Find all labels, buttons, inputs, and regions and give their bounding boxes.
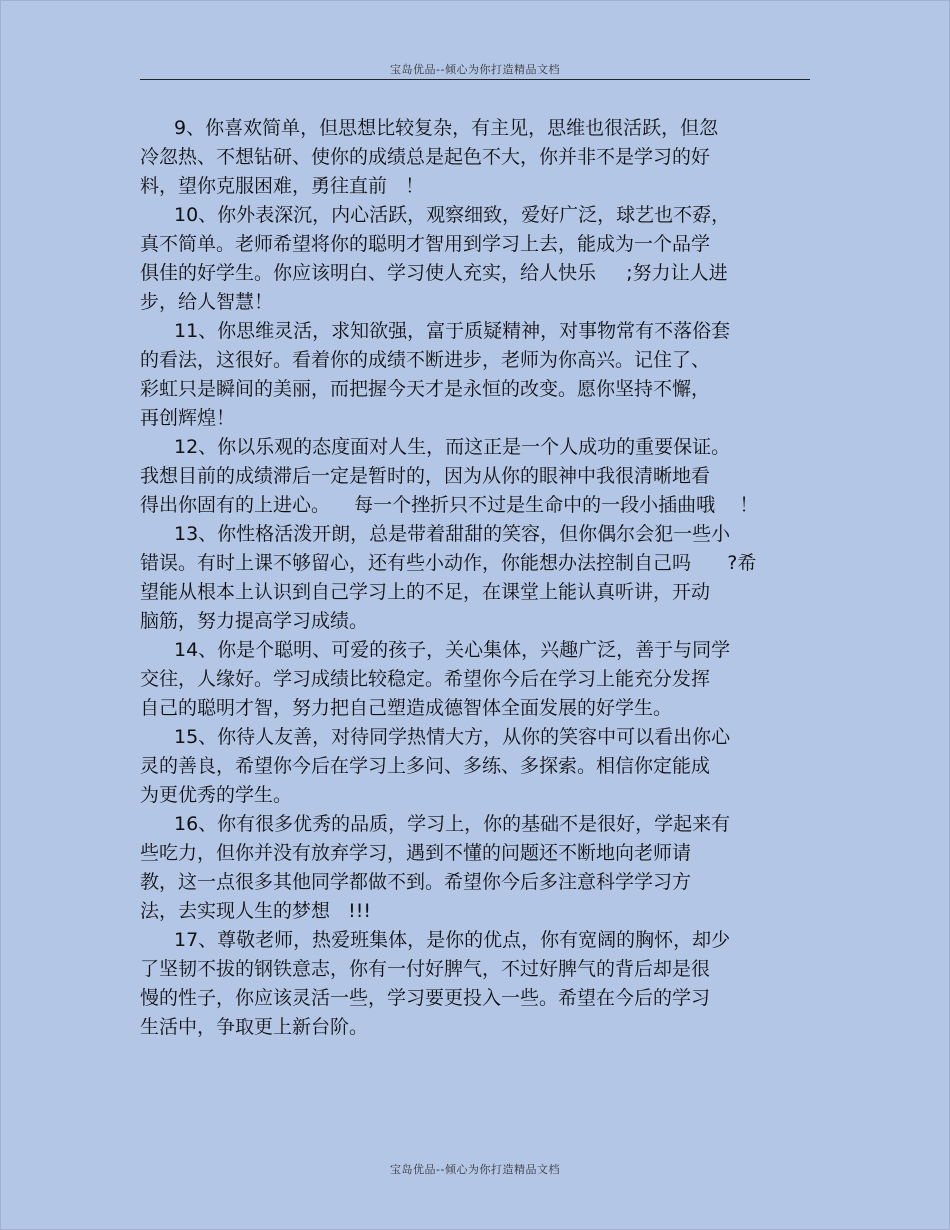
paragraph-line: 为更优秀的学生。	[140, 784, 293, 806]
paragraph-line: 灵的善良，希望你今后在学习上多问、多练、多探索。相信你定能成	[140, 755, 711, 777]
paragraph-line: 11、你思维灵活，求知欲强，富于质疑精神，对事物常有不落俗套	[174, 320, 731, 342]
paragraph-line: 再创辉煌！	[140, 407, 236, 429]
paragraph-line: 13、你性格活泼开朗，总是带着甜甜的笑容，但你偶尔会犯一些小	[174, 523, 731, 545]
paragraph-line: 10、你外表深沉，内心活跃，观察细致，爱好广泛，球艺也不孬，	[174, 204, 731, 226]
page-header: 宝岛优品--倾心为你打造精品文档	[390, 63, 560, 76]
document-body	[140, 114, 810, 1042]
paragraph-line: 的看法，这很好。看着你的成绩不断进步，老师为你高兴。记住了、	[140, 349, 711, 371]
header-divider	[140, 79, 810, 80]
paragraph-line: 教，这一点很多其他同学都做不到。希望你今后多注意科学学习方	[140, 871, 692, 893]
paragraph-line: 9、你喜欢简单，但思想比较复杂，有主见，思维也很活跃，但忽	[174, 117, 719, 139]
paragraph-line: 生活中，争取更上新台阶。	[140, 1016, 369, 1038]
paragraph-line: 得出你固有的上进心。 每一个挫折只不过是生命中的一段小插曲哦 ！	[140, 494, 759, 516]
paragraph-line: 14、你是个聪明、可爱的孩子，关心集体，兴趣广泛，善于与同学	[174, 639, 731, 661]
paragraph-line: 步，给人智慧！	[140, 291, 274, 313]
paragraph-line: 错误。有时上课不够留心，还有些小动作，你能想办法控制自己吗 ?希	[140, 552, 757, 574]
paragraph-line: 17、尊敬老师，热爱班集体，是你的优点，你有宽阔的胸怀，却少	[174, 929, 731, 951]
paragraph-line: 脑筋，努力提高学习成绩。	[140, 610, 369, 632]
paragraph-line: 交往，人缘好。学习成绩比较稳定。希望你今后在学习上能充分发挥	[140, 668, 711, 690]
page-footer: 宝岛优品--倾心为你打造精品文档	[390, 1163, 560, 1176]
paragraph-line: 了坚韧不拔的钢铁意志，你有一付好脾气，不过好脾气的背后却是很	[140, 958, 711, 980]
paragraph-line: 望能从根本上认识到自己学习上的不足，在课堂上能认真听讲，开动	[140, 581, 711, 603]
paragraph-line: 料，望你克服困难，勇往直前 ！	[140, 175, 425, 197]
paragraph-line: 冷忽热、不想钻研、使你的成绩总是起色不大，你并非不是学习的好	[140, 146, 711, 168]
paragraph-line: 我想目前的成绩滞后一定是暂时的，因为从你的眼神中我很清晰地看	[140, 465, 711, 487]
paragraph-line: 自己的聪明才智，努力把自己塑造成德智体全面发展的好学生。	[140, 697, 673, 719]
paragraph-line: 彩虹只是瞬间的美丽，而把握今天才是永恒的改变。愿你坚持不懈，	[140, 378, 711, 400]
paragraph-line: 俱佳的好学生。你应该明白、学习使人充实，给人快乐 ;努力让人进	[140, 262, 728, 284]
paragraph-line: 法，去实现人生的梦想 !!!	[140, 900, 371, 922]
paragraph-line: 15、你待人友善，对待同学热情大方，从你的笑容中可以看出你心	[174, 726, 731, 748]
paragraph-line: 真不简单。老师希望将你的聪明才智用到学习上去，能成为一个品学	[140, 233, 711, 255]
paragraph-line: 12、你以乐观的态度面对人生，而这正是一个人成功的重要保证。	[174, 436, 731, 458]
paragraph-line: 慢的性子，你应该灵活一些，学习要更投入一些。希望在今后的学习	[140, 987, 711, 1009]
paragraph-line: 些吃力，但你并没有放弃学习，遇到不懂的问题还不断地向老师请	[140, 842, 692, 864]
paragraph-line: 16、你有很多优秀的品质，学习上，你的基础不是很好，学起来有	[174, 813, 731, 835]
